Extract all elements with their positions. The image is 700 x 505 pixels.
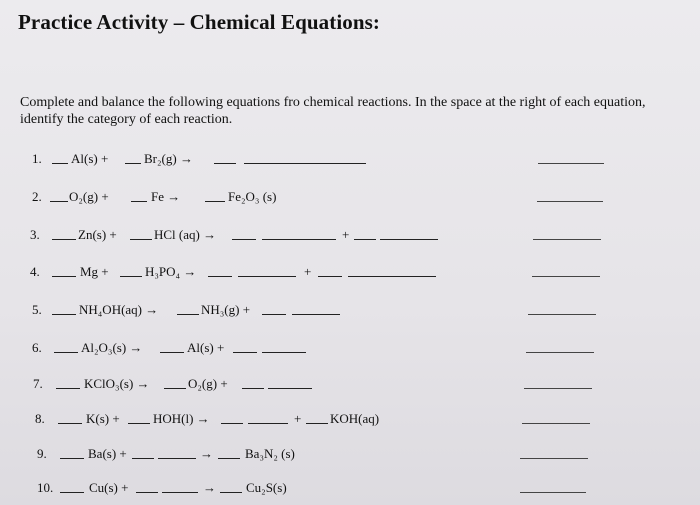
coefficient-blank[interactable]	[221, 411, 243, 424]
product: O₂(g) +	[188, 376, 228, 391]
coefficient-blank[interactable]	[60, 446, 84, 459]
reactant: K(s) +	[86, 411, 120, 426]
coefficient-blank[interactable]	[50, 189, 68, 202]
coefficient-blank[interactable]	[208, 264, 232, 277]
coefficient-blank[interactable]	[52, 302, 76, 315]
category-blank[interactable]	[526, 340, 594, 353]
reactant: HOH(l) →	[153, 411, 210, 426]
product-blank[interactable]	[348, 264, 436, 277]
product-blank[interactable]	[292, 302, 340, 315]
equation-row-2	[0, 189, 700, 211]
reactant: Fe →	[151, 189, 181, 204]
coefficient-blank[interactable]	[233, 340, 257, 353]
equation-number: 5.	[32, 302, 42, 317]
category-blank[interactable]	[528, 302, 596, 315]
coefficient-blank[interactable]	[136, 480, 158, 493]
plus-sign: +	[304, 264, 312, 279]
product-blank[interactable]	[268, 376, 312, 389]
category-blank[interactable]	[538, 151, 604, 164]
coefficient-blank[interactable]	[354, 227, 376, 240]
reactant-blank[interactable]	[158, 446, 196, 459]
coefficient-blank[interactable]	[56, 376, 80, 389]
coefficient-blank[interactable]	[318, 264, 342, 277]
coefficient-blank[interactable]	[205, 189, 225, 202]
coefficient-blank[interactable]	[232, 227, 256, 240]
plus-sign: +	[342, 227, 350, 242]
coefficient-blank[interactable]	[52, 264, 76, 277]
reactant: HCl (aq) →	[154, 227, 217, 242]
coefficient-blank[interactable]	[52, 151, 68, 164]
coefficient-blank[interactable]	[220, 480, 242, 493]
product-blank[interactable]	[238, 264, 296, 277]
reactant-blank[interactable]	[162, 480, 198, 493]
reactant: H₃PO₄ →	[145, 264, 197, 279]
category-blank[interactable]	[520, 480, 586, 493]
equation-row-1	[0, 151, 700, 173]
category-blank[interactable]	[537, 189, 603, 202]
reactant: Mg +	[80, 264, 109, 279]
product: Al(s) +	[187, 340, 225, 355]
coefficient-blank[interactable]	[160, 340, 184, 353]
equation-number: 7.	[33, 376, 43, 391]
product-blank[interactable]	[262, 340, 306, 353]
coefficient-blank[interactable]	[214, 151, 236, 164]
coefficient-blank[interactable]	[177, 302, 199, 315]
coefficient-blank[interactable]	[130, 227, 152, 240]
plus-sign: +	[294, 411, 302, 426]
coefficient-blank[interactable]	[125, 151, 141, 164]
product: KOH(aq)	[330, 411, 380, 426]
coefficient-blank[interactable]	[242, 376, 264, 389]
coefficient-blank[interactable]	[58, 411, 82, 424]
category-blank[interactable]	[522, 411, 590, 424]
product: Ba₃N₂ (s)	[245, 446, 295, 461]
reactant: Al₂O₃(s) →	[81, 340, 143, 355]
equation-row-4	[0, 264, 700, 286]
equation-number: 8.	[35, 411, 45, 426]
reactant: Al(s) +	[71, 151, 109, 166]
product-blank[interactable]	[244, 151, 366, 164]
equation-number: 9.	[37, 446, 47, 461]
category-blank[interactable]	[524, 376, 592, 389]
equation-number: 4.	[30, 264, 40, 279]
equation-number: 2.	[32, 189, 42, 204]
product: NH₃(g) +	[201, 302, 251, 317]
coefficient-blank[interactable]	[306, 411, 328, 424]
arrow: →	[203, 480, 216, 495]
coefficient-blank[interactable]	[60, 480, 84, 493]
reactant: NH₄OH(aq) →	[79, 302, 159, 317]
coefficient-blank[interactable]	[164, 376, 186, 389]
page-title: Practice Activity – Chemical Equations:	[18, 10, 381, 34]
product-blank[interactable]	[248, 411, 288, 424]
equation-row-10	[0, 480, 700, 502]
equation-row-9	[0, 446, 700, 468]
reactant: Cu(s) +	[89, 480, 129, 495]
product: Cu₂S(s)	[246, 480, 287, 495]
product-blank[interactable]	[380, 227, 438, 240]
reactant: Br₂(g) →	[144, 151, 193, 166]
coefficient-blank[interactable]	[52, 227, 76, 240]
category-blank[interactable]	[533, 227, 601, 240]
reactant: Ba(s) +	[88, 446, 127, 461]
coefficient-blank[interactable]	[128, 411, 150, 424]
equation-row-6	[0, 340, 700, 362]
arrow: →	[200, 446, 213, 461]
category-blank[interactable]	[520, 446, 588, 459]
coefficient-blank[interactable]	[132, 446, 154, 459]
equation-row-8	[0, 411, 700, 433]
equation-number: 1.	[32, 151, 42, 166]
product-blank[interactable]	[262, 227, 336, 240]
reactant: KClO₃(s) →	[84, 376, 150, 391]
coefficient-blank[interactable]	[120, 264, 142, 277]
equation-row-5	[0, 302, 700, 324]
coefficient-blank[interactable]	[262, 302, 286, 315]
reactant: Zn(s) +	[78, 227, 117, 242]
equation-row-7	[0, 376, 700, 398]
coefficient-blank[interactable]	[218, 446, 240, 459]
equation-row-3	[0, 227, 700, 249]
product: Fe₂O₃ (s)	[228, 189, 277, 204]
coefficient-blank[interactable]	[54, 340, 78, 353]
instructions: Complete and balance the following equations fro chemical reactions. In the space at the right of each equation, identify the category of each reaction.	[20, 95, 646, 127]
equation-number: 10.	[37, 480, 54, 495]
equation-number: 3.	[30, 227, 40, 242]
category-blank[interactable]	[532, 264, 600, 277]
reactant: O₂(g) +	[69, 189, 109, 204]
coefficient-blank[interactable]	[131, 189, 147, 202]
equation-number: 6.	[32, 340, 42, 355]
